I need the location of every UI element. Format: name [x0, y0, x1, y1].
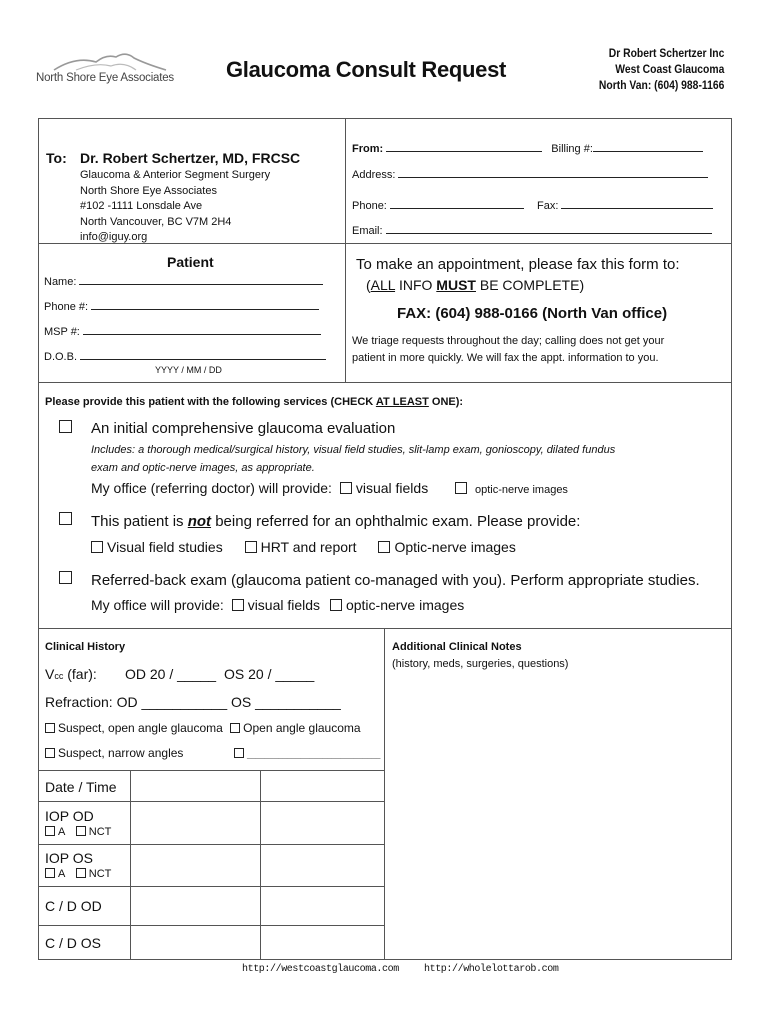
address-field[interactable]	[398, 166, 708, 178]
hrt-label: HRT and report	[260, 539, 357, 555]
optic-nerve-images-label: Optic-nerve images	[394, 539, 516, 555]
complete-text: BE COMPLETE)	[475, 277, 585, 293]
grid-line	[260, 770, 261, 960]
opt2-provide-row	[91, 539, 516, 555]
address-line: info@iguy.org	[80, 231, 148, 243]
suspect-open-checkbox[interactable]	[45, 723, 55, 733]
address-line: North Shore Eye Associates	[80, 184, 217, 197]
logo-text: North Shore Eye Associates	[36, 72, 174, 84]
opt1-optic-row	[455, 482, 568, 496]
desc-line: exam and optic-nerve images, as appropriate.	[91, 462, 315, 474]
notes-subheading: (history, meds, surgeries, questions)	[392, 658, 569, 670]
patient-name-label: Name:	[44, 276, 77, 288]
all-text: ALL	[370, 277, 396, 293]
must-text: MUST	[436, 277, 476, 293]
divider	[384, 628, 385, 960]
patient-name-field[interactable]	[79, 273, 323, 285]
address-line: Glaucoma & Anterior Segment Surgery	[80, 169, 271, 181]
clinical-history-heading: Clinical History	[45, 641, 126, 653]
triage-note	[352, 333, 664, 367]
vcc-od[interactable]: OD 20 / _____	[125, 666, 217, 682]
patient-phone-label: Phone #:	[44, 301, 89, 313]
vcc-far: (far):	[63, 666, 97, 682]
divider	[38, 628, 732, 629]
visual-fields-label: visual fields	[247, 597, 321, 613]
from-field[interactable]	[386, 140, 542, 152]
visual-field-studies-label: Visual field studies	[107, 539, 223, 555]
optic-nerve-images-checkbox[interactable]	[378, 541, 390, 553]
appointment-instruction: To make an appointment, please fax this form to:	[356, 256, 680, 273]
billing-label: Billing #:	[551, 143, 593, 155]
optic-nerve-label: optic-nerve images	[345, 597, 465, 613]
heading-underline: AT LEAST	[375, 396, 429, 408]
footer-link-left[interactable]: http://westcoastglaucoma.com	[242, 964, 399, 975]
to-label: To:	[46, 150, 67, 166]
dob-label: D.O.B.	[44, 351, 78, 363]
diagnosis-row-2	[45, 746, 183, 760]
referred-back-checkbox[interactable]	[59, 571, 72, 584]
address-line: #102 -1111 Lonsdale Ave	[80, 200, 203, 212]
cd-os-label: C / D OS	[45, 935, 102, 951]
doctor-name: Dr. Robert Schertzer, MD, FRCSC	[80, 150, 301, 166]
vcc-row	[45, 666, 97, 682]
fax-field[interactable]	[561, 197, 713, 209]
a-label: A	[58, 868, 65, 880]
desc-line: Includes: a thorough medical/surgical history, visual field studies, slit-lamp exam, gonioscopy, dilated fundus	[91, 444, 616, 456]
iop-os-options	[45, 868, 111, 880]
fax-number: FAX: (604) 988-0166 (North Van office)	[397, 305, 668, 322]
provide-label: My office (referring doctor) will provide:	[91, 480, 332, 496]
initial-eval-checkbox[interactable]	[59, 420, 72, 433]
opt3-visual-fields-checkbox[interactable]	[232, 599, 244, 611]
iop-od-label: IOP OD	[45, 808, 94, 824]
heading-text: ONE):	[428, 396, 464, 408]
dob-hint: YYYY / MM / DD	[155, 365, 222, 375]
other-checkbox[interactable]	[234, 748, 244, 758]
patient-phone-field[interactable]	[91, 298, 319, 310]
visual-fields-checkbox[interactable]	[340, 482, 352, 494]
footer-link-right[interactable]: http://wholelottarob.com	[424, 964, 559, 975]
notes-heading: Additional Clinical Notes	[392, 641, 522, 653]
opt2-text: being referred for an ophthalmic exam. Please provide:	[211, 513, 581, 530]
provide-label: My office will provide:	[91, 597, 224, 613]
optic-nerve-label: optic-nerve images	[475, 484, 568, 496]
grid-line	[38, 770, 384, 771]
from-label: From:	[352, 143, 384, 155]
suspect-open-label: Suspect, open angle glaucoma	[58, 721, 223, 735]
header-line: North Van: (604) 988-1166	[598, 80, 724, 92]
dob-field[interactable]	[80, 348, 326, 360]
billing-field[interactable]	[593, 140, 703, 152]
phone-label: Phone:	[352, 200, 387, 212]
info-text: INFO	[395, 277, 437, 293]
page-title: Glaucoma Consult Request	[226, 57, 507, 82]
nct-label: NCT	[88, 826, 112, 838]
grid-line	[38, 801, 384, 802]
divider	[345, 118, 346, 382]
opt2-title	[91, 513, 580, 530]
msp-field[interactable]	[83, 323, 321, 335]
open-angle-checkbox[interactable]	[230, 723, 240, 733]
opt1-title: An initial comprehensive glaucoma evaluation	[91, 420, 396, 437]
date-time-label: Date / Time	[45, 779, 117, 795]
grid-line	[38, 886, 384, 887]
triage-line: patient in more quickly. We will fax the appt. information to you.	[352, 352, 659, 364]
optic-nerve-checkbox[interactable]	[455, 482, 467, 494]
notes-area[interactable]	[390, 680, 726, 955]
opt3-title: Referred-back exam (glaucoma patient co-managed with you). Perform appropriate studies.	[91, 572, 700, 589]
grid-line	[38, 925, 384, 926]
iop-od-nct-checkbox[interactable]	[76, 826, 86, 836]
mountain-logo-icon	[36, 48, 186, 93]
email-label: Email:	[352, 225, 383, 237]
grid-line	[130, 770, 131, 960]
opt1-description	[91, 441, 615, 477]
cd-od-label: C / D OD	[45, 898, 102, 914]
opt3-provide-row	[91, 597, 464, 613]
triage-line: We triage requests throughout the day; calling does not get your	[352, 335, 665, 347]
visual-field-studies-checkbox[interactable]	[91, 541, 103, 553]
iop-os-nct-checkbox[interactable]	[76, 868, 86, 878]
address-line: North Vancouver, BC V7M 2H4	[80, 215, 232, 228]
diagnosis-row-1	[45, 721, 361, 735]
opt1-provide-row	[91, 480, 428, 496]
hrt-checkbox[interactable]	[245, 541, 257, 553]
refraction-row[interactable]: Refraction: OD ___________ OS ___________	[45, 694, 341, 710]
iop-os-a-checkbox[interactable]	[45, 868, 55, 878]
vcc-v: V	[45, 666, 55, 682]
open-angle-label: Open angle glaucoma	[243, 721, 361, 735]
vcc-sub: cc	[54, 671, 64, 681]
iop-od-options	[45, 826, 111, 838]
grid-line	[38, 844, 384, 845]
suspect-narrow-checkbox[interactable]	[45, 748, 55, 758]
msp-label: MSP #:	[44, 326, 80, 338]
vcc-os[interactable]: OS 20 / _____	[224, 666, 315, 682]
nct-label: NCT	[88, 868, 112, 880]
not-referred-checkbox[interactable]	[59, 512, 72, 525]
header-line: West Coast Glaucoma	[614, 64, 724, 76]
doctor-address	[80, 168, 270, 246]
header-line: Dr Robert Schertzer Inc	[608, 48, 724, 60]
email-field[interactable]	[386, 222, 712, 234]
other-field[interactable]: ______________________________	[247, 750, 381, 759]
a-label: A	[58, 826, 65, 838]
phone-field[interactable]	[390, 197, 524, 209]
opt3-optic-nerve-checkbox[interactable]	[330, 599, 342, 611]
services-heading	[45, 396, 463, 408]
address-label: Address:	[352, 169, 396, 181]
fax-label: Fax:	[537, 200, 559, 212]
divider	[38, 382, 732, 383]
paren: (	[366, 277, 371, 293]
not-text: not	[187, 513, 212, 530]
complete-notice	[366, 277, 584, 293]
suspect-narrow-label: Suspect, narrow angles	[58, 746, 184, 760]
visual-fields-label: visual fields	[355, 480, 429, 496]
patient-heading: Patient	[167, 254, 214, 270]
iop-os-label: IOP OS	[45, 850, 93, 866]
header-contact	[585, 46, 724, 94]
heading-text: Please provide this patient with the following services (CHECK	[45, 396, 376, 408]
diagnosis-other	[234, 746, 380, 760]
opt2-text: This patient is	[91, 513, 188, 530]
iop-od-a-checkbox[interactable]	[45, 826, 55, 836]
